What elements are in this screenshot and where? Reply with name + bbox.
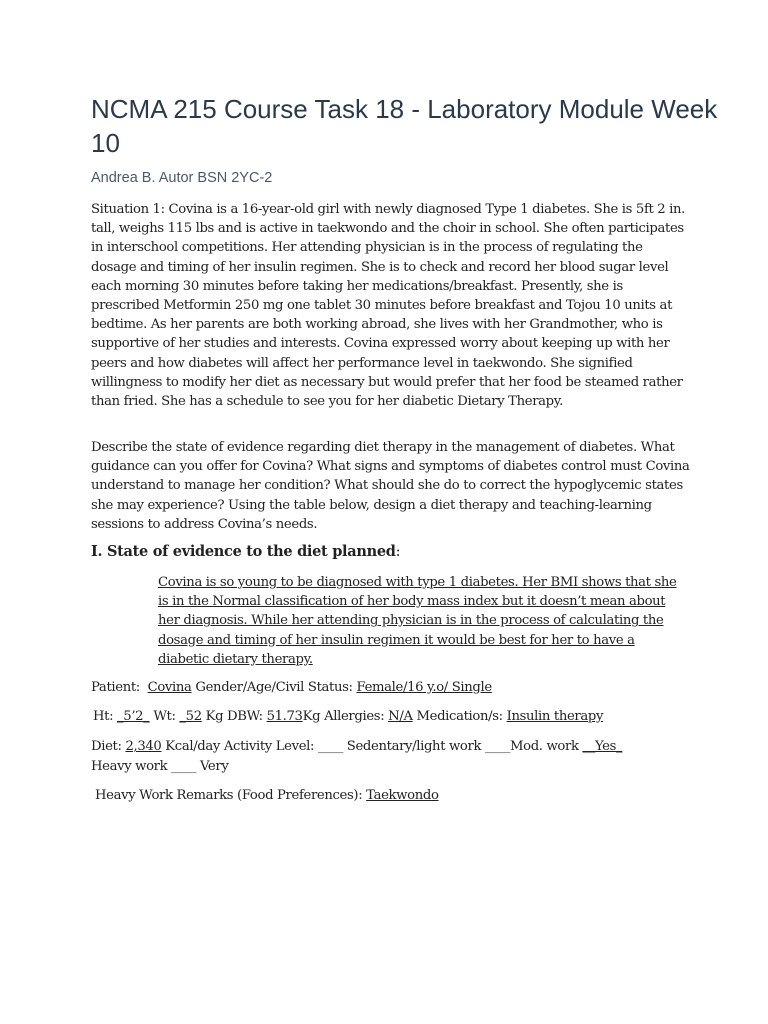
diet-unit: Kcal/day: [165, 739, 221, 754]
heavy-work-option: Heavy work: [91, 759, 168, 774]
remarks-value: Taekwondo: [366, 788, 439, 803]
sedentary-option: Sedentary/light work: [346, 739, 482, 754]
blank-mod: ____: [484, 739, 510, 754]
medication-value: Insulin therapy: [506, 709, 604, 724]
patient-value: Covina: [147, 680, 192, 695]
document-title: NCMA 215 Course Task 18 - Laboratory Module Week 10: [91, 94, 718, 158]
mod-work-option: Mod. work: [509, 739, 579, 754]
height-label: Ht:: [93, 709, 114, 724]
dbw-unit: Kg: [302, 709, 321, 724]
situation-paragraph: Situation 1: Covina is a 16-year-old girl with newly diagnosed Type 1 diabetes. She is 5ft 2 in. tall, weighs 115 lbs and is active in taekwondo and the choir in school. She often participates in interschool competitions. Her attending physician is in the process of regulating the dosage and timing of her insulin regimen. She is to check and record her blood sugar level each morning 30 minutes before taking her medications/breakfast. Presently, she is prescribed Metformin 250 mg one tablet 30 minutes before breakfast and Tojou 10 units at bedtime. As her parents are both working abroad, she lives with her Grandmother, who is supportive of her studies and interests. Covina expressed worry about keeping up with her peers and how diabetes will affect her performance level in taekwondo. She signified willingness to modify her diet as necessary but would prefer that her food be steamed rather than fried. She has a schedule to see you for her diabetic Dietary Therapy.: [91, 202, 686, 410]
measurements-line: [93, 707, 733, 726]
weight-label: Wt:: [153, 709, 176, 724]
allergies-value: N/A: [388, 709, 413, 724]
section-heading-colon: :: [395, 544, 401, 560]
section-heading-text: I. State of evidence to the diet planned: [91, 543, 396, 560]
diet-line-continued: [91, 757, 731, 776]
gender-label: Gender/Age/Civil Status:: [195, 680, 353, 695]
question-paragraph: Describe the state of evidence regarding diet therapy in the management of diabetes. What guidance can you offer for Covina? What signs and symptoms of diabetes control must Covina understand to manage her condition? What should she do to correct the hypoglycemic states she may experience? Using the table below, design a diet therapy and teaching-learning sessions to address Covina’s needs.: [91, 440, 690, 532]
evidence-paragraph: Covina is so young to be diagnosed with type 1 diabetes. Her BMI shows that she is in the Normal classification of her body mass index but it doesn’t mean about her diagnosis. While her attending physician is in the process of calculating the dosage and timing of her insulin regimen it would be best for her to have a diabetic dietary therapy.: [158, 575, 677, 667]
diet-label: Diet:: [91, 739, 122, 754]
section-heading: [91, 543, 400, 560]
remarks-line: [95, 786, 735, 805]
blank-sedentary: ____: [317, 739, 343, 754]
author-line: Andrea B. Autor BSN 2YC-2: [91, 170, 273, 186]
activity-label: Activity Level:: [223, 739, 315, 754]
allergies-label: Allergies:: [324, 709, 385, 724]
gender-value: Female/16 y.o/ Single: [356, 680, 492, 695]
blank-heavy: ____: [171, 759, 197, 774]
very-option: Very: [199, 759, 229, 774]
weight-unit: Kg: [205, 709, 224, 724]
dbw-label: DBW:: [227, 709, 263, 724]
patient-label: Patient:: [91, 680, 140, 695]
diet-line: [91, 737, 731, 756]
dbw-value: 51.73: [266, 709, 303, 724]
height-value: _5’2_: [117, 709, 150, 724]
weight-value: _52: [179, 709, 202, 724]
patient-line: [91, 678, 731, 697]
mod-work-answer: __Yes_: [582, 739, 623, 754]
medication-label: Medication/s:: [416, 709, 503, 724]
diet-value: 2,340: [125, 739, 162, 754]
remarks-label: Heavy Work Remarks (Food Preferences):: [95, 788, 363, 803]
